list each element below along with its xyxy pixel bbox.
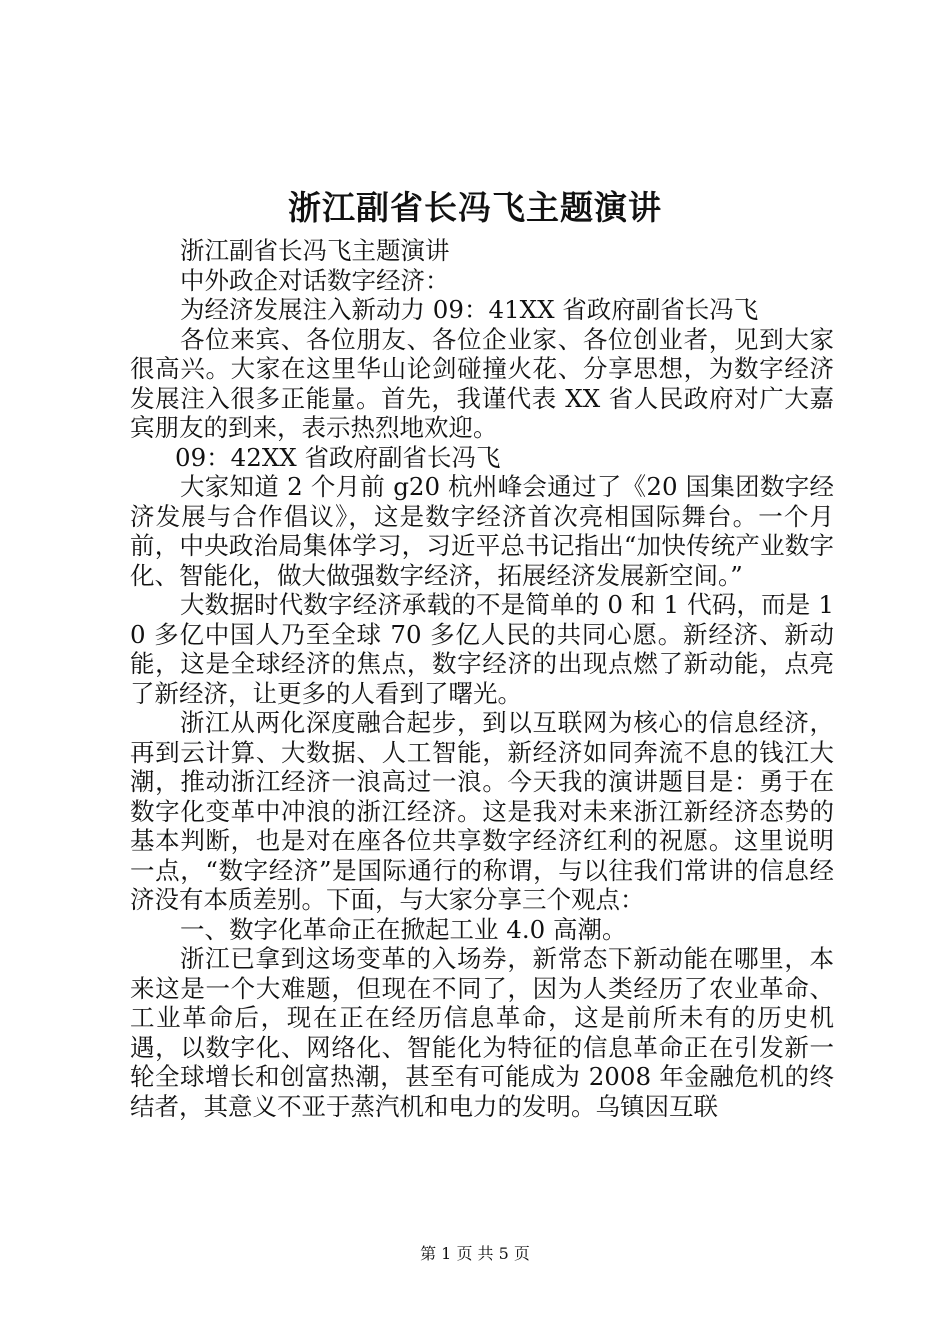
paragraph-dialogue-heading: 中外政企对话数字经济：: [180, 265, 450, 295]
page-footer: 第 1 页 共 5 页: [420, 1244, 530, 1263]
paragraph-timestamp-2: 09：42XX 省政府副省长冯飞: [175, 442, 501, 472]
paragraph-big-data: 大数据时代数字经济承载的不是简单的 0 和 1 代码，而是 10 多亿中国人乃至全球 70 多亿人民的共同心愿。新经济、新动能，这是全球经济的焦点，数字经济的出现点燃了新动能，点亮了新经济，让更多的人看到了曙光。: [130, 590, 834, 708]
paragraph-greeting: 各位来宾、各位朋友、各位企业家、各位创业者，见到大家很高兴。大家在这里华山论剑碰撞火花、分享思想，为数字经济发展注入很多正能量。首先，我谨代表 XX 省人民政府对广大嘉宾朋友的到来，表示热烈地欢迎。: [130, 324, 834, 442]
paragraph-point-one-heading: 一、数字化革命正在掀起工业 4.0 高潮。: [180, 914, 627, 944]
paragraph-title-repeat: 浙江副省长冯飞主题演讲: [180, 236, 450, 265]
paragraph-timestamp-1: 为经济发展注入新动力 09：41XX 省政府副省长冯飞: [180, 295, 759, 324]
paragraph-zhejiang-economy: 浙江从两化深度融合起步，到以互联网为核心的信息经济，再到云计算、大数据、人工智能，新经济如同奔流不息的钱江大潮，推动浙江经济一浪高过一浪。今天我的演讲题目是：勇于在数字化变革中冲浪的浙江经济。这是我对未来浙江新经济态势的基本判断，也是对在座各位共享数字经济红利的祝愿。这里说明一点，“数字经济”是国际通行的称谓，与以往我们常讲的信息经济没有本质差别。下面，与大家分享三个观点：: [130, 708, 834, 914]
document-body: [130, 236, 834, 1121]
paragraph-point-one-body: 浙江已拿到这场变革的入场券，新常态下新动能在哪里，本来这是一个大难题，但现在不同了，因为人类经历了农业革命、工业革命后，现在正在经历信息革命，这是前所未有的历史机遇，以数字化、网络化、智能化为特征的信息革命正在引发新一轮全球增长和创富热潮，甚至有可能成为 2008 年金融危机的终结者，其意义不亚于蒸汽机和电力的发明。乌镇因互联: [130, 944, 834, 1121]
document-title: 浙江副省长冯飞主题演讲: [288, 188, 662, 227]
paragraph-g20: 大家知道 2 个月前 g20 杭州峰会通过了《20 国集团数字经济发展与合作倡议》，这是数字经济首次亮相国际舞台。一个月前，中央政治局集体学习，习近平总书记指出“加快传统产业数字化、智能化，做大做强数字经济，拓展经济发展新空间。”: [130, 472, 834, 590]
